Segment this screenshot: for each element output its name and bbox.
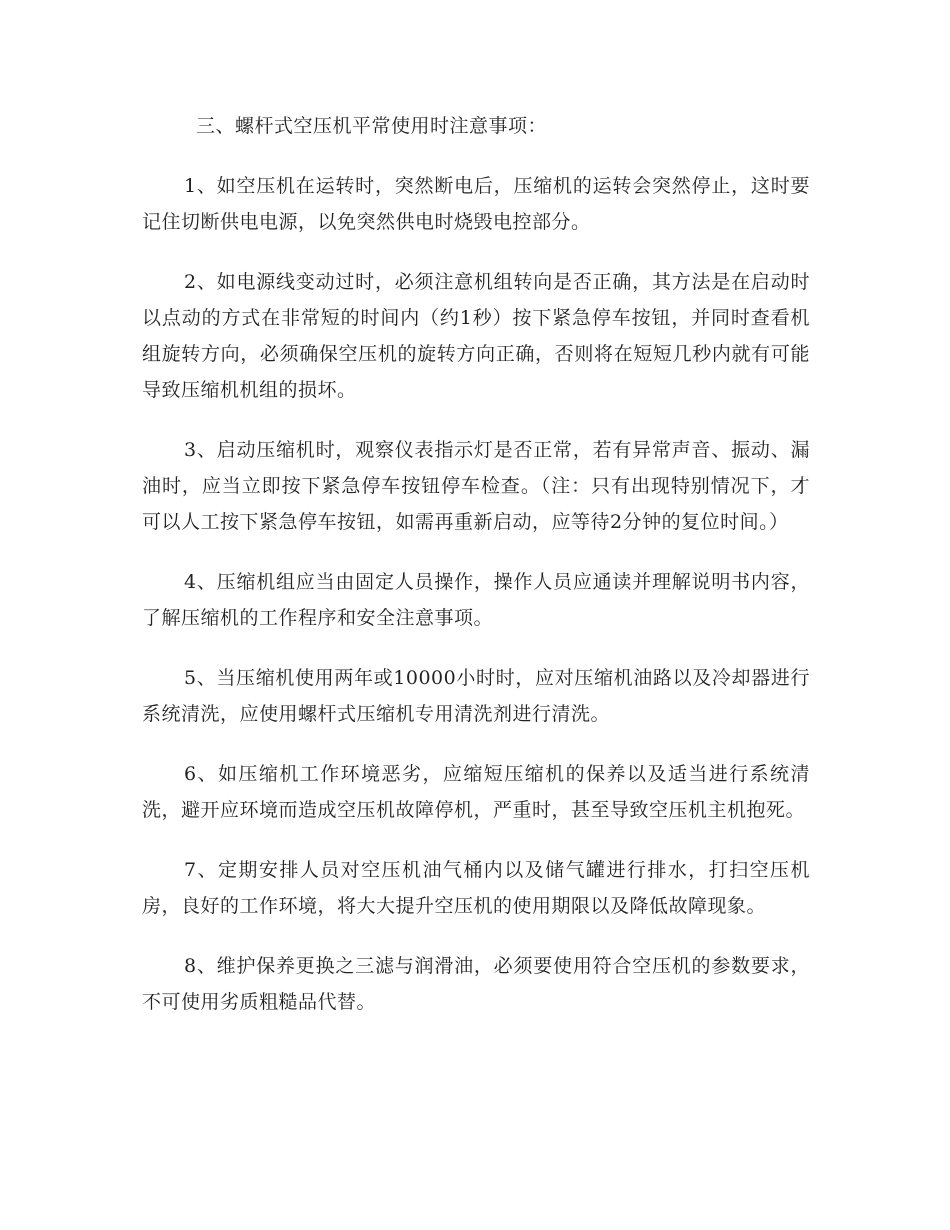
paragraph-5: 5、当压缩机使用两年或10000小时时，应对压缩机油路以及冷却器进行系统清洗，应使用螺杆式压缩机专用清洗剂进行清洗。	[142, 667, 810, 725]
paragraph-8: 8、维护保养更换之三滤与润滑油，必须要使用符合空压机的参数要求，不可使用劣质粗糙品代替。	[142, 955, 810, 1013]
paragraph-6: 6、如压缩机工作环境恶劣，应缩短压缩机的保养以及适当进行系统清洗，避开应环境而造成空压机故障停机，严重时，甚至导致空压机主机抱死。	[142, 763, 810, 821]
paragraph-3: 3、启动压缩机时，观察仪表指示灯是否正常，若有异常声音、振动、漏油时，应当立即按下紧急停车按钮停车检查。（注：只有出现特别情况下，才可以人工按下紧急停车按钮，如需再重新启动，应等待2分钟的复位时间。）	[142, 439, 810, 533]
paragraph-7: 7、定期安排人员对空压机油气桶内以及储气罐进行排水，打扫空压机房，良好的工作环境，将大大提升空压机的使用期限以及降低故障现象。	[142, 859, 810, 917]
section-heading: 三、螺杆式空压机平常使用时注意事项：	[196, 115, 548, 137]
paragraph-2: 2、如电源线变动过时，必须注意机组转向是否正确，其方法是在启动时以点动的方式在非常短的时间内（约1秒）按下紧急停车按钮，并同时查看机组旋转方向，必须确保空压机的旋转方向正确，否则将在短短几秒内就有可能导致压缩机机组的损坏。	[142, 271, 810, 401]
paragraph-1: 1、如空压机在运转时，突然断电后，压缩机的运转会突然停止，这时要记住切断供电电源，以免突然供电时烧毁电控部分。	[142, 175, 810, 233]
paragraph-4: 4、压缩机组应当由固定人员操作，操作人员应通读并理解说明书内容，了解压缩机的工作程序和安全注意事项。	[142, 571, 810, 629]
